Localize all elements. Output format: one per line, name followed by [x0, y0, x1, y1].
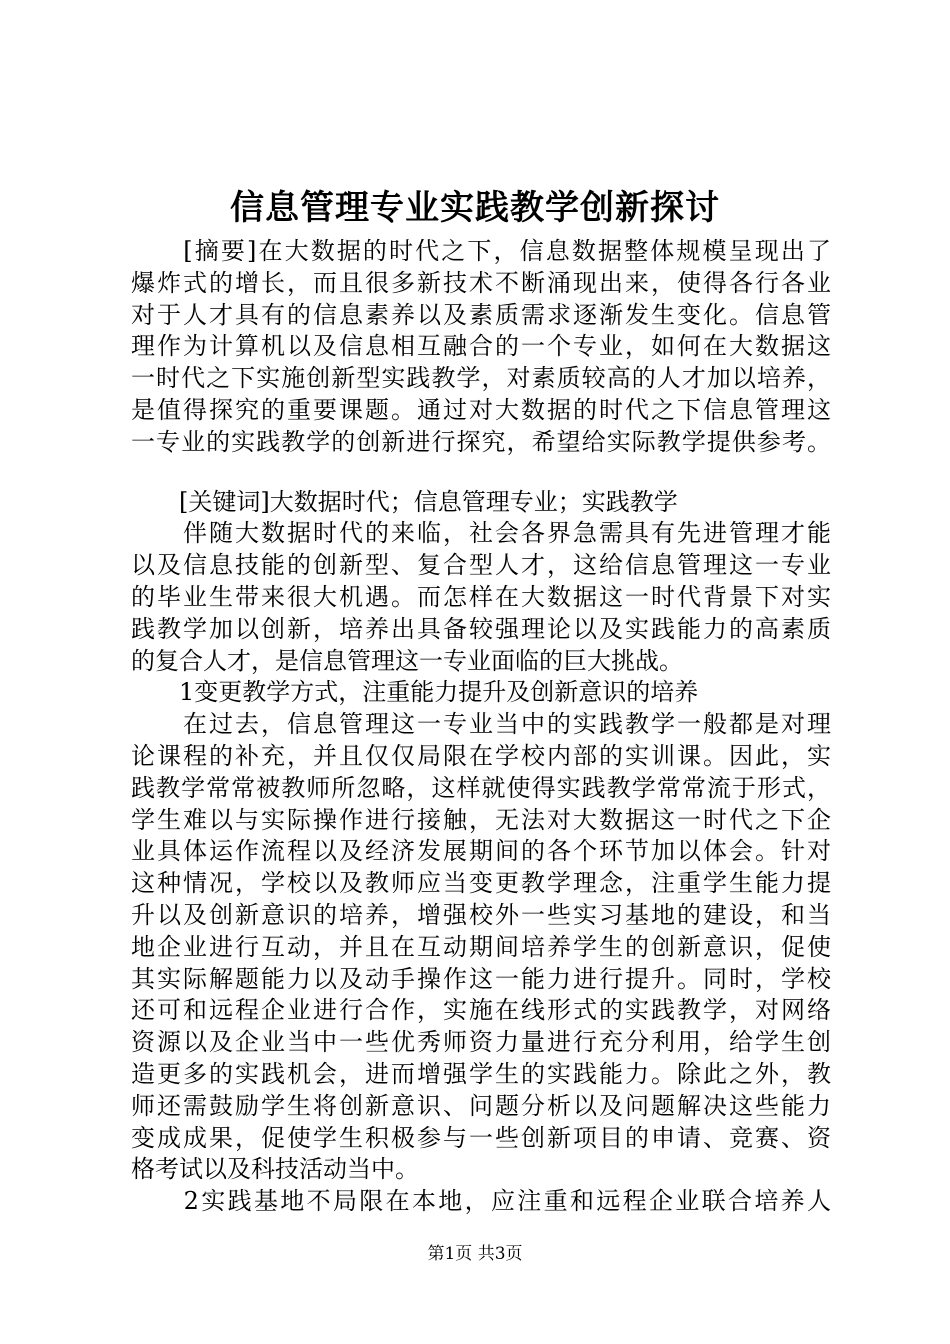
text-line: 地企业进行互动，并且在互动期间培养学生的创新意识，促使: [131, 932, 831, 961]
text-line: 格考试以及科技活动当中。: [131, 1155, 419, 1184]
text-line: 业具体运作流程以及经济发展期间的各个环节加以体会。针对: [131, 837, 831, 866]
document-title: 信息管理专业实践教学创新探讨: [230, 188, 720, 228]
abstract-paragraph: [131, 236, 831, 459]
text-line: 师还需鼓励学生将创新意识、问题分析以及问题解决这些能力: [131, 1091, 831, 1120]
text-line: 对于人才具有的信息素养以及素质需求逐渐发生变化。信息管: [131, 300, 831, 329]
text-line: 学生难以与实际操作进行接触，无法对大数据这一时代之下企: [131, 805, 831, 834]
text-line: 其实际解题能力以及动手操作这一能力进行提升。同时，学校: [131, 964, 831, 993]
text-line: 一时代之下实施创新型实践教学，对素质较高的人才加以培养，: [131, 364, 831, 393]
text-line: [摘要]在大数据的时代之下，信息数据整体规模呈现出了: [131, 237, 831, 265]
text-line: 资源以及企业当中一些优秀师资力量进行充分利用，给学生创: [131, 1028, 831, 1057]
keywords-line: [关键词]大数据时代；信息管理专业；实践教学: [131, 487, 678, 516]
intro-paragraph: [131, 518, 831, 677]
text-line: 这种情况，学校以及教师应当变更教学理念，注重学生能力提: [131, 869, 831, 898]
text-line: 践教学常常被教师所忽略，这样就使得实践教学常常流于形式，: [131, 773, 831, 802]
text-line: 践教学加以创新，培养出具备较强理论以及实践能力的高素质: [131, 614, 831, 643]
text-line: 爆炸式的增长，而且很多新技术不断涌现出来，使得各行各业: [131, 268, 831, 297]
paragraph-gap: [131, 459, 831, 487]
text-line: 伴随大数据时代的来临，社会各界急需具有先进管理才能: [131, 519, 831, 548]
text-line: 以及信息技能的创新型、复合型人才，这给信息管理这一专业: [131, 551, 831, 580]
text-line: 理作为计算机以及信息相互融合的一个专业，如何在大数据这: [131, 332, 831, 361]
text-line: 造更多的实践机会，进而增强学生的实践能力。除此之外，教: [131, 1059, 831, 1088]
text-line: 的毕业生带来很大机遇。而怎样在大数据这一时代背景下对实: [131, 582, 831, 611]
text-line: 变成成果，促使学生积极参与一些创新项目的申请、竞赛、资: [131, 1123, 831, 1152]
document-body: [131, 236, 831, 1218]
text-line: 还可和远程企业进行合作，实施在线形式的实践教学，对网络: [131, 996, 831, 1025]
text-line: 在过去，信息管理这一专业当中的实践教学一般都是对理: [131, 710, 831, 739]
text-line: 论课程的补充，并且仅仅局限在学校内部的实训课。因此，实: [131, 741, 831, 770]
page-footer: 第1页 共3页: [427, 1244, 523, 1264]
section-2-heading: 2实践基地不局限在本地，应注重和远程企业联合培养人: [131, 1187, 831, 1216]
text-line: 的复合人才，是信息管理这一专业面临的巨大挑战。: [131, 646, 683, 675]
section-1-heading: 1变更教学方式，注重能力提升及创新意识的培养: [131, 678, 699, 707]
section-1-paragraph: [131, 709, 831, 1186]
text-line: 升以及创新意识的培养，增强校外一些实习基地的建设，和当: [131, 900, 831, 929]
text-line: 一专业的实践教学的创新进行探究，希望给实际教学提供参考。: [131, 427, 831, 456]
text-line: 是值得探究的重要课题。通过对大数据的时代之下信息管理这: [131, 395, 831, 424]
